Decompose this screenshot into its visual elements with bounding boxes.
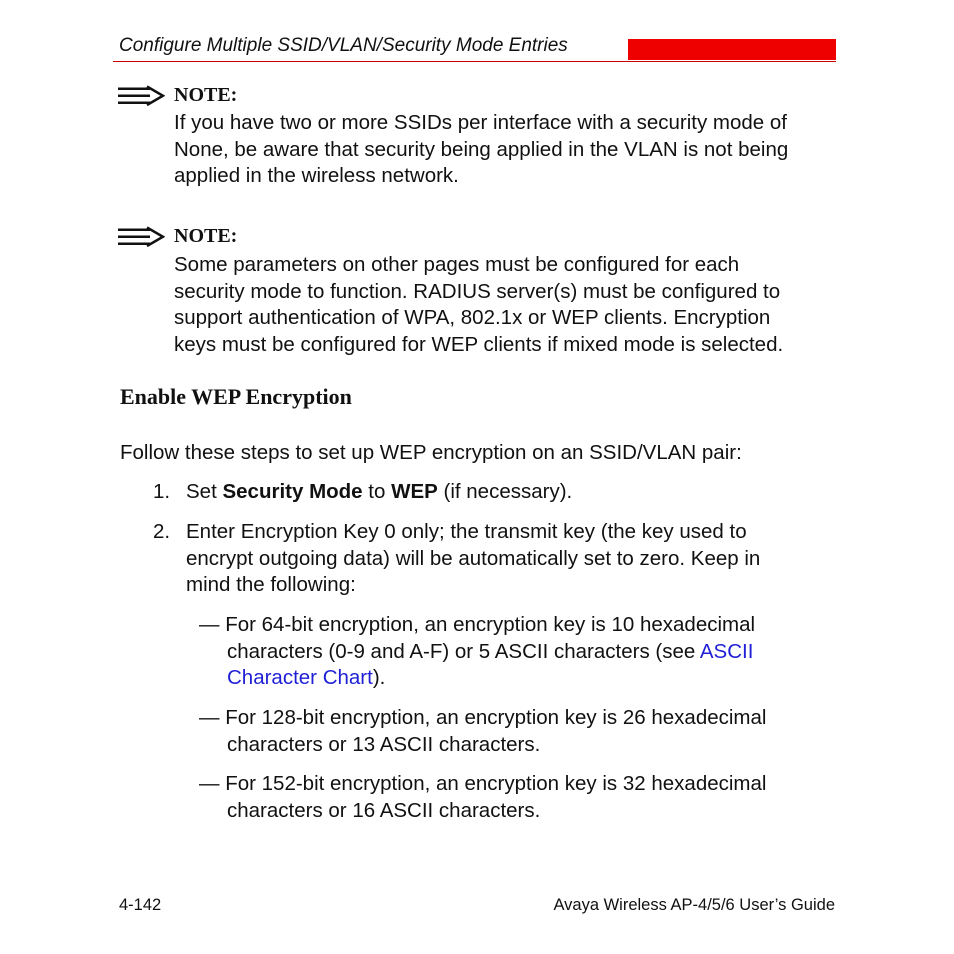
- step-text-part: Set: [186, 480, 223, 503]
- bullet-line: characters or 16 ASCII characters.: [227, 798, 541, 822]
- note-arrow-icon: [117, 226, 165, 248]
- note-line: Some parameters on other pages must be configured for each: [174, 253, 740, 276]
- ascii-chart-link[interactable]: Character Chart: [227, 666, 373, 689]
- note-text: [174, 110, 788, 190]
- step-term-wep: WEP: [391, 480, 438, 503]
- header-accent-bar: [628, 39, 836, 60]
- step-number: 1.: [153, 480, 171, 503]
- step-text: [186, 519, 760, 599]
- bullet-line: — For 152-bit encryption, an encryption key is 32 hexadecimal: [199, 772, 767, 795]
- bullet-item: [199, 771, 766, 824]
- note-line: None, be aware that security being applied in the VLAN is not being: [174, 137, 789, 161]
- bullet-line: [199, 665, 755, 692]
- note-arrow-icon: [117, 85, 165, 107]
- bullet-line: [199, 639, 755, 666]
- bullet-text-part: ).: [372, 666, 386, 689]
- note-label: NOTE:: [174, 225, 238, 247]
- running-header: Configure Multiple SSID/VLAN/Security Mode Entries: [119, 35, 568, 56]
- bullet-item: [199, 705, 766, 758]
- bullet-line: characters or 13 ASCII characters.: [227, 732, 541, 756]
- bullet-text-part: characters (0-9 and A-F) or 5 ASCII characters (see: [227, 639, 700, 663]
- note-line: security mode to function. RADIUS server(s) must be configured to: [174, 279, 781, 303]
- note-line: If you have two or more SSIDs per interface with a security mode of: [174, 111, 787, 134]
- note-line: applied in the wireless network.: [174, 164, 459, 187]
- step-line: mind the following:: [186, 573, 356, 596]
- note-line: support authentication of WPA, 802.1x or WEP clients. Encryption: [174, 306, 771, 329]
- step-text-part: to: [362, 480, 392, 503]
- page-number: 4-142: [119, 896, 162, 914]
- step-line: encrypt outgoing data) will be automatically set to zero. Keep in: [186, 546, 761, 570]
- step-text: [186, 479, 572, 506]
- step-line: Enter Encryption Key 0 only; the transmit key (the key used to: [186, 520, 747, 543]
- step-text-part: (if necessary).: [437, 480, 573, 503]
- section-heading: Enable WEP Encryption: [120, 384, 352, 409]
- footer-guide-title: Avaya Wireless AP-4/5/6 User’s Guide: [553, 896, 835, 914]
- bullet-line: — For 64-bit encryption, an encryption key is 10 hexadecimal: [199, 613, 756, 636]
- intro-paragraph: Follow these steps to set up WEP encryption on an SSID/VLAN pair:: [120, 441, 742, 464]
- step-term-security-mode: Security Mode: [222, 480, 363, 503]
- step-number: 2.: [153, 520, 171, 543]
- bullet-item: [199, 612, 755, 692]
- header-rule: [113, 61, 836, 62]
- bullet-line: — For 128-bit encryption, an encryption key is 26 hexadecimal: [199, 706, 767, 729]
- note-text: [174, 252, 783, 358]
- note-line: keys must be configured for WEP clients if mixed mode is selected.: [174, 332, 784, 356]
- note-label: NOTE:: [174, 84, 238, 106]
- ascii-chart-link[interactable]: ASCII: [699, 639, 754, 663]
